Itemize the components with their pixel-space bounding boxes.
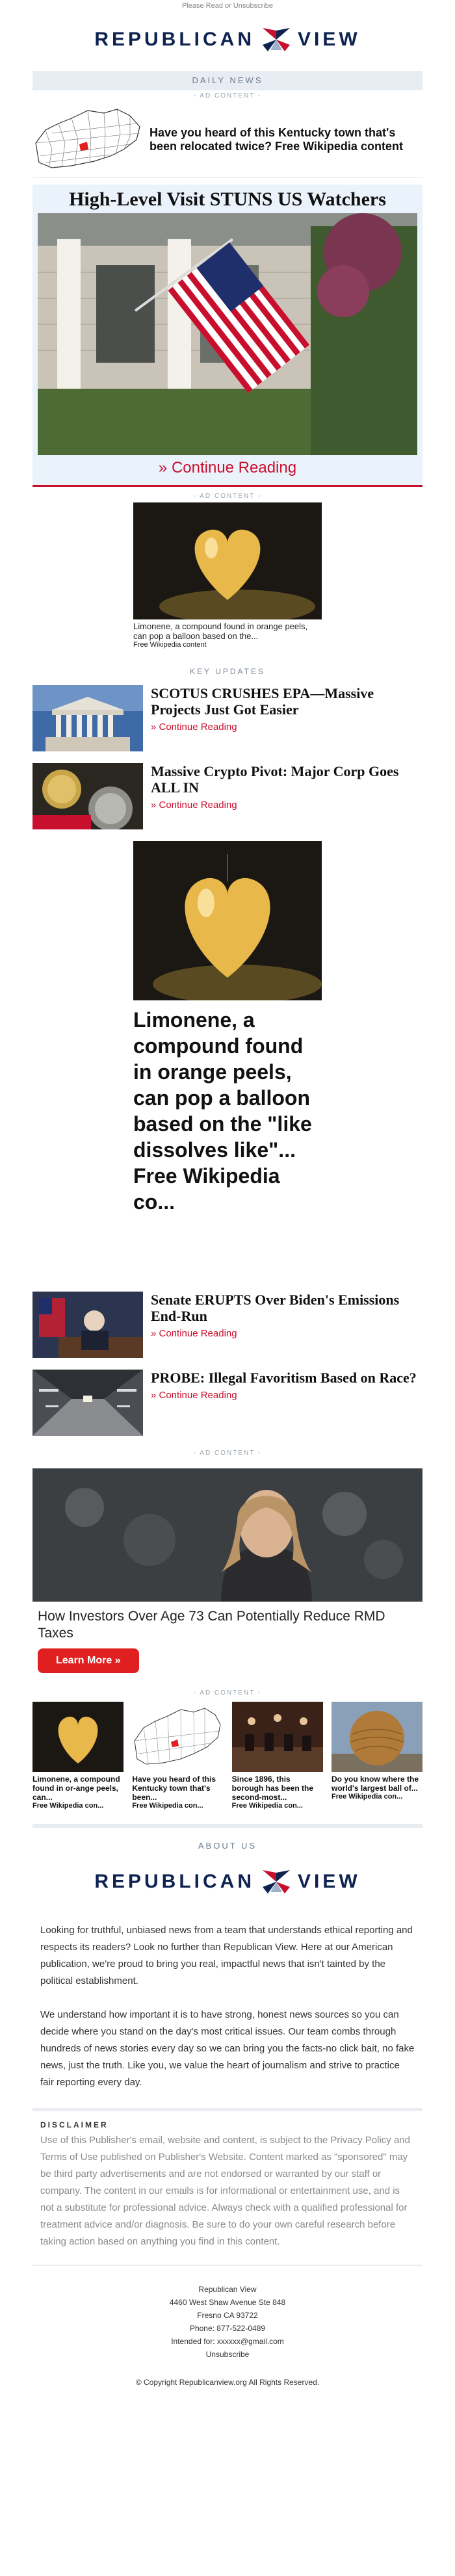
brand-logo[interactable] <box>32 14 422 66</box>
rmd-caption: How Investors Over Age 73 Can Potentially Reduce RMD Taxes <box>38 1609 385 1641</box>
ad-content-label-2: - AD CONTENT - <box>193 493 262 500</box>
heart-balloon-thumb <box>32 1702 124 1772</box>
about-text <box>32 1908 422 2091</box>
unsubscribe-link[interactable]: Unsubscribe <box>205 2350 250 2359</box>
brand-logo-footer[interactable] <box>32 1856 422 1908</box>
american-flag-porch-photo[interactable] <box>38 213 417 455</box>
grid-ad-borough[interactable] <box>232 1702 323 1810</box>
story-continue-link[interactable]: » Continue Reading <box>151 800 237 811</box>
ad-limonene-caption: Limonene, a compound found in orange peels, can pop a balloon based on the... <box>133 621 308 641</box>
footer-city: Fresno CA 93722 <box>197 2311 258 2320</box>
logo-shield-icon <box>261 1869 291 1895</box>
disclaimer-section <box>32 2108 422 2250</box>
ad-rmd-taxes[interactable] <box>32 1468 422 1673</box>
grid-source: Free Wikipedia con... <box>32 1802 104 1810</box>
story-title[interactable]: SCOTUS CRUSHES EPA—Massive Projects Just Got Easier <box>151 685 374 718</box>
disclaimer-text: Use of this Publisher's email, website and content, is subject to the Privacy Policy and Terms of Use published on Publisher's Website. Content marked as "sponsored" may be third party advertisements and are not endorsed or warranted by our staff or company. The content in our emails is for informational or entertainment use, and is not a substitute for professional advice. Always check with a qualified professional for treatment advice and/or diagnosis. Be sure to do your own careful research before taking action based on anything you find in this content. <box>40 2135 410 2247</box>
ad-grid <box>32 1702 422 1810</box>
big-ad-caption: Limonene, a compound found in orange peels, can pop a balloon based on the "like dissolves like"... Free Wikipedia co... <box>133 1008 312 1214</box>
story-title[interactable]: Senate ERUPTS Over Biden's Emissions End-Run <box>151 1292 400 1324</box>
hero-story[interactable] <box>32 185 422 487</box>
ad-kentucky-text: Have you heard of this Kentucky town that's been relocated twice? Free Wikipedia content <box>150 126 403 153</box>
heart-balloon-photo <box>133 502 322 619</box>
read-or-unsubscribe-link[interactable]: Please Read or Unsubscribe <box>181 2 274 10</box>
ad-limonene-small[interactable] <box>133 502 322 649</box>
hero-continue-link[interactable]: » Continue Reading <box>158 459 297 476</box>
brand-right: VIEW <box>298 29 361 50</box>
story-senate[interactable] <box>32 1292 422 1358</box>
ad-kentucky-town[interactable] <box>32 102 422 178</box>
heart-balloon-photo-large <box>133 841 322 1000</box>
brand-left: REPUBLICAN <box>94 29 255 50</box>
story-title[interactable]: PROBE: Illegal Favoritism Based on Race? <box>151 1370 417 1386</box>
twine-ball-thumb <box>332 1702 422 1772</box>
grid-caption: Have you heard of this Kentucky town that's been... <box>132 1775 216 1802</box>
grid-ad-kentucky[interactable] <box>132 1702 223 1810</box>
grid-caption: Limonene, a compound found in or-ange peels, can... <box>32 1775 120 1802</box>
copyright: © Copyright Republicanview.org All Rights Reserved. <box>135 2378 320 2387</box>
daily-news-bar: DAILY NEWS <box>32 71 422 90</box>
ad-content-label-3: - AD CONTENT - <box>193 1450 262 1457</box>
story-title[interactable]: Massive Crypto Pivot: Major Corp Goes ALL IN <box>151 763 399 796</box>
learn-more-button[interactable]: Learn More » <box>38 1648 139 1673</box>
story-continue-link[interactable]: » Continue Reading <box>151 1328 237 1339</box>
footer-intended: Intended for: xxxxxx@gmail.com <box>171 2337 284 2346</box>
subway-station-photo <box>32 1370 143 1436</box>
story-continue-link[interactable]: » Continue Reading <box>151 1390 237 1401</box>
about-paragraph: Looking for truthful, unbiased news from a team that understands ethical reporting and respects its readers? Look no further than Republican View. Here at our American publication, we're proud to bring you real, impactful news that isn't tainted by the political establishment. <box>40 1925 413 1986</box>
grid-source: Free Wikipedia con... <box>231 1802 303 1810</box>
story-continue-link[interactable]: » Continue Reading <box>151 722 237 733</box>
newsletter <box>32 0 422 2387</box>
hero-title[interactable]: High-Level Visit STUNS US Watchers <box>69 189 386 210</box>
grid-ad-limonene[interactable] <box>32 1702 124 1810</box>
disclaimer-label: DISCLAIMER <box>40 2120 109 2129</box>
kentucky-map-icon <box>32 104 143 176</box>
grid-caption: Do you know where the world's largest ball of... <box>331 1775 419 1793</box>
footer <box>32 2265 422 2361</box>
footer-address: 4460 West Shaw Avenue Ste 848 <box>169 2298 286 2307</box>
brand-right: VIEW <box>298 1871 361 1892</box>
about-us-label: ABOUT US <box>198 1841 257 1851</box>
story-probe[interactable] <box>32 1370 422 1436</box>
key-updates-label: KEY UPDATES <box>190 667 265 676</box>
grid-ad-ball[interactable] <box>332 1702 422 1810</box>
ad-limonene-large[interactable] <box>133 841 322 1215</box>
footer-name: Republican View <box>198 2285 257 2294</box>
kentucky-map-thumb <box>132 1702 223 1772</box>
footer-phone: Phone: 877-522-0489 <box>189 2324 266 2333</box>
ad-limonene-source: Free Wikipedia content <box>133 641 207 649</box>
about-paragraph: We understand how important it is to have strong, honest news sources so you can decide where you stand on the day's most critical issues. Our team combs through hundreds of news stories every day so we can bring you the facts-no click bait, no fake news, just the truth. Like you, we value the heart of journalism and strive to practice fair reporting every day. <box>40 2009 415 2088</box>
crypto-coins-photo <box>32 763 143 829</box>
logo-shield-icon <box>261 27 291 53</box>
grid-caption: Since 1896, this borough has been the second-most... <box>231 1775 313 1802</box>
story-crypto[interactable] <box>32 763 422 829</box>
biden-desk-photo <box>32 1292 143 1358</box>
story-scotus[interactable] <box>32 685 422 751</box>
supreme-court-photo <box>32 685 143 751</box>
grid-source: Free Wikipedia con... <box>132 1802 203 1810</box>
grid-source: Free Wikipedia con... <box>331 1793 403 1801</box>
brand-left: REPUBLICAN <box>94 1871 255 1892</box>
borough-interior-thumb <box>232 1702 323 1772</box>
ad-content-label: - AD CONTENT - <box>193 92 262 99</box>
woman-investor-photo <box>32 1468 422 1602</box>
ad-content-label-4: - AD CONTENT - <box>193 1689 262 1697</box>
